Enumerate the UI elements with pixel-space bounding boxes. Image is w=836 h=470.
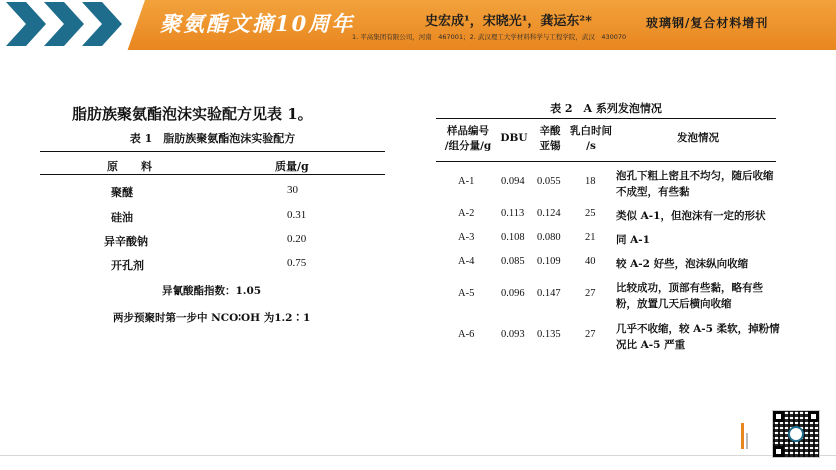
- cream-time: 27: [585, 329, 596, 340]
- foaming-description: 比较成功，顶部有些黏，略有些粉，放置几天后横向收缩: [616, 282, 763, 310]
- tin-value: 0.109: [537, 256, 561, 267]
- isocyanate-index-note: 异氰酸酯指数：1.05: [162, 285, 262, 297]
- cream-time: 27: [585, 288, 596, 299]
- qr-finder: [773, 411, 784, 422]
- table1-caption: 表 1 脂肪族聚氨酯泡沫实验配方: [129, 132, 296, 145]
- header-line: 样品编号: [447, 125, 489, 137]
- tin-value: 0.124: [537, 208, 561, 219]
- table1-header-rule: [40, 174, 385, 175]
- foaming-description: 类似 A-1，但泡沫有一定的形状: [616, 210, 766, 222]
- table2-top-rule: [436, 118, 776, 119]
- qr-center-logo: [788, 426, 804, 442]
- material-mass: 0.75: [287, 257, 307, 269]
- table2-caption: 表 2 A 系列发泡情况: [550, 102, 662, 115]
- table1-row: [0, 209, 400, 225]
- dbu-value: 0.093: [501, 329, 525, 340]
- footer-accent-bar: [741, 423, 744, 449]
- dbu-value: 0.085: [501, 256, 525, 267]
- sample-id: A-4: [458, 256, 475, 267]
- table2-header-tin: [533, 124, 567, 154]
- table1-row: [0, 233, 400, 249]
- table1-header-material: 原 料: [107, 160, 158, 173]
- material-mass: 0.20: [287, 233, 307, 245]
- material-name: 硅油: [111, 211, 133, 224]
- table1-row: [0, 257, 400, 273]
- material-name: 聚醚: [111, 186, 133, 199]
- foaming-description: 较 A-2 好些，泡沫纵向收缩: [616, 258, 749, 270]
- header-line: 乳白时间: [570, 125, 612, 137]
- tin-value: 0.080: [537, 232, 561, 243]
- dbu-value: 0.094: [501, 176, 525, 187]
- cream-time: 18: [585, 176, 596, 187]
- header-line: 辛酸: [539, 125, 561, 137]
- affiliation: 1. 平高集团有限公司，河南 467001；2. 武汉理工大学材料科学与工程学院，武汉 430070: [352, 33, 627, 41]
- sample-id: A-3: [458, 232, 475, 243]
- tin-value: 0.055: [537, 176, 561, 187]
- cream-time: 21: [585, 232, 596, 243]
- prepolymer-ratio-note: 两步预聚时第一步中 NCO∶OH 为1.2∶1: [113, 312, 311, 324]
- sample-id: A-5: [458, 288, 475, 299]
- dbu-value: 0.108: [501, 232, 525, 243]
- material-mass: 30: [287, 184, 298, 196]
- material-name: 开孔剂: [111, 259, 144, 272]
- banner-title: 聚氨酯文摘10周年: [160, 11, 355, 36]
- cream-time: 40: [585, 256, 596, 267]
- table1-top-rule: [40, 151, 385, 152]
- foaming-description: 泡孔下粗上密且不均匀，随后收缩不成型，有些黏: [616, 170, 774, 198]
- table2-header-sample: [438, 124, 498, 154]
- material-mass: 0.31: [287, 209, 307, 221]
- qr-finder: [808, 411, 819, 422]
- qr-code-icon: [772, 410, 820, 458]
- header-line: /组分量/g: [444, 140, 492, 152]
- table1-header-mass: 质量/g: [275, 160, 309, 173]
- header-line: /s: [586, 140, 596, 152]
- sample-id: A-1: [458, 176, 475, 187]
- dbu-value: 0.113: [501, 208, 525, 219]
- table2-header-foaming: 发泡情况: [677, 132, 719, 144]
- sample-id: A-2: [458, 208, 475, 219]
- footer-accent-bar: [746, 433, 748, 449]
- dbu-value: 0.096: [501, 288, 525, 299]
- intro-text: 脂肪族聚氨酯泡沫实验配方见表 1。: [72, 105, 313, 123]
- table2-header-cream-time: [567, 124, 615, 154]
- foaming-description: 几乎不收缩，较 A-5 柔软，掉粉情况比 A-5 严重: [616, 323, 780, 351]
- authors: 史宏成¹，宋晓光¹，龚运东²*: [425, 14, 592, 29]
- table1-row: [0, 184, 400, 200]
- topic-label: 玻璃钢/复合材料增刊: [646, 16, 769, 30]
- header-line: 亚锡: [539, 140, 561, 152]
- qr-finder: [773, 446, 784, 457]
- tin-value: 0.147: [537, 288, 561, 299]
- footer-divider: [0, 455, 836, 456]
- sample-id: A-6: [458, 329, 475, 340]
- tin-value: 0.135: [537, 329, 561, 340]
- cream-time: 25: [585, 208, 596, 219]
- material-name: 异辛酸钠: [104, 235, 148, 248]
- table2-header-rule: [436, 161, 776, 162]
- foaming-description: 同 A-1: [616, 234, 650, 246]
- table2-header-dbu: DBU: [500, 132, 528, 144]
